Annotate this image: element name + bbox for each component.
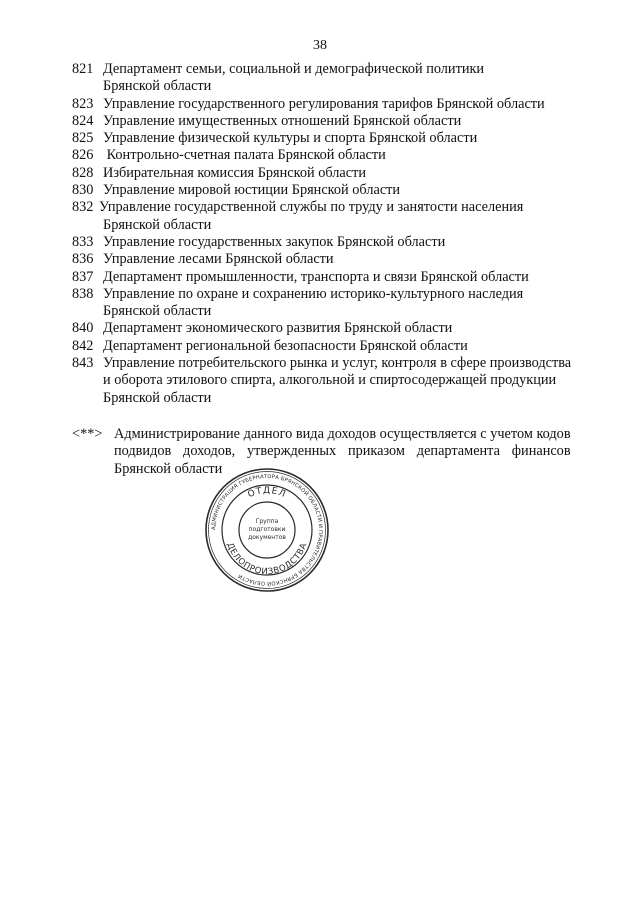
list-item xyxy=(72,165,617,182)
list-item xyxy=(72,199,617,234)
entry-text-continued: Брянской области xyxy=(103,389,212,406)
entry-code: 837 xyxy=(72,268,94,285)
entry-code: 838 xyxy=(72,285,94,302)
official-stamp xyxy=(204,467,330,593)
entry-code: 842 xyxy=(72,337,94,354)
entry-text: Управление государственного регулирования тарифов Брянской области xyxy=(103,95,545,112)
entry-text: Управление государственных закупок Брянской области xyxy=(103,233,446,250)
entry-code: 830 xyxy=(72,182,94,199)
entry-text: Контрольно-счетная палата Брянской области xyxy=(103,147,386,164)
list-item xyxy=(72,338,617,355)
footnote xyxy=(72,426,618,478)
footnote-line: Брянской области xyxy=(114,460,223,477)
entry-text-continued: Брянской области xyxy=(103,78,212,95)
entry-code: 836 xyxy=(72,251,94,268)
stamp-center-line: документов xyxy=(248,534,286,541)
footnote-text xyxy=(114,426,571,478)
entry-code: 833 xyxy=(72,233,94,250)
list-item xyxy=(72,182,617,199)
stamp-center-line: подготовки xyxy=(248,526,286,533)
stamp-center-line: Группа xyxy=(255,518,279,525)
entry-code: 821 xyxy=(72,61,94,77)
entry-code: 840 xyxy=(72,320,94,337)
list-item xyxy=(72,96,617,113)
entry-text: Управление мировой юстиции Брянской области xyxy=(103,182,401,199)
entry-text: Управление государственной службы по труду и занятости населения xyxy=(99,199,524,216)
entry-text: Департамент экономического развития Брянской области xyxy=(103,320,453,337)
page-number: 38 xyxy=(313,38,327,53)
list-item xyxy=(72,113,617,130)
list-item xyxy=(72,61,617,96)
entry-text: Управление имущественных отношений Брянской области xyxy=(103,112,462,129)
entry-text: Департамент промышленности, транспорта и связи Брянской области xyxy=(103,268,529,285)
list-item xyxy=(72,234,617,251)
stamp-middle-bottom-text: ДЕЛОПРОИЗВОДСТВА xyxy=(224,541,310,578)
stamp-middle-top-text: ОТДЕЛ xyxy=(246,485,288,501)
list-item xyxy=(72,251,617,268)
list-item xyxy=(72,147,617,164)
entry-text: Управление потребительского рынка и услуг, контроля в сфере производства xyxy=(103,355,572,372)
department-code-list xyxy=(72,61,617,407)
entry-code: 843 xyxy=(72,355,94,372)
entry-code: 828 xyxy=(72,164,94,181)
entry-text: Управление физической культуры и спорта Брянской области xyxy=(103,130,478,147)
footnote-line: Администрирование данного вида доходов осуществляется с учетом кодов xyxy=(114,426,571,442)
entry-text: Департамент региональной безопасности Брянской области xyxy=(103,337,468,354)
entry-text-continued: Брянской области xyxy=(103,216,212,233)
footnote-line: подвидов доходов, утвержденных приказом департамента финансов xyxy=(114,443,571,460)
entry-code: 825 xyxy=(72,130,94,147)
entry-code: 826 xyxy=(72,147,94,164)
entry-text: Управление лесами Брянской области xyxy=(103,251,334,268)
list-item xyxy=(72,320,617,337)
list-item xyxy=(72,355,617,407)
entry-code: 823 xyxy=(72,95,94,112)
svg-text:ОТДЕЛ xyxy=(246,486,287,500)
entry-code: 824 xyxy=(72,112,94,129)
entry-text-continued: и оборота этилового спирта, алкогольной и спиртосодержащей продукции xyxy=(103,372,557,389)
entry-code: 832 xyxy=(72,199,94,216)
list-item xyxy=(72,269,617,286)
list-item xyxy=(72,130,617,147)
entry-text: Управление по охране и сохранению историко-культурного наследия xyxy=(103,285,524,302)
list-item xyxy=(72,286,617,321)
entry-text-continued: Брянской области xyxy=(103,303,212,320)
stamp-outer-text: АДМИНИСТРАЦИЯ ГУБЕРНАТОРА БРЯНСКОЙ ОБЛАСТИ И ПРАВИТЕЛЬСТВА БРЯНСКОЙ ОБЛАСТИ xyxy=(210,473,324,587)
footnote-marker: <**> xyxy=(72,426,103,442)
entry-text: Департамент семьи, социальной и демографической политики xyxy=(103,61,485,77)
entry-text: Избирательная комиссия Брянской области xyxy=(103,164,367,181)
